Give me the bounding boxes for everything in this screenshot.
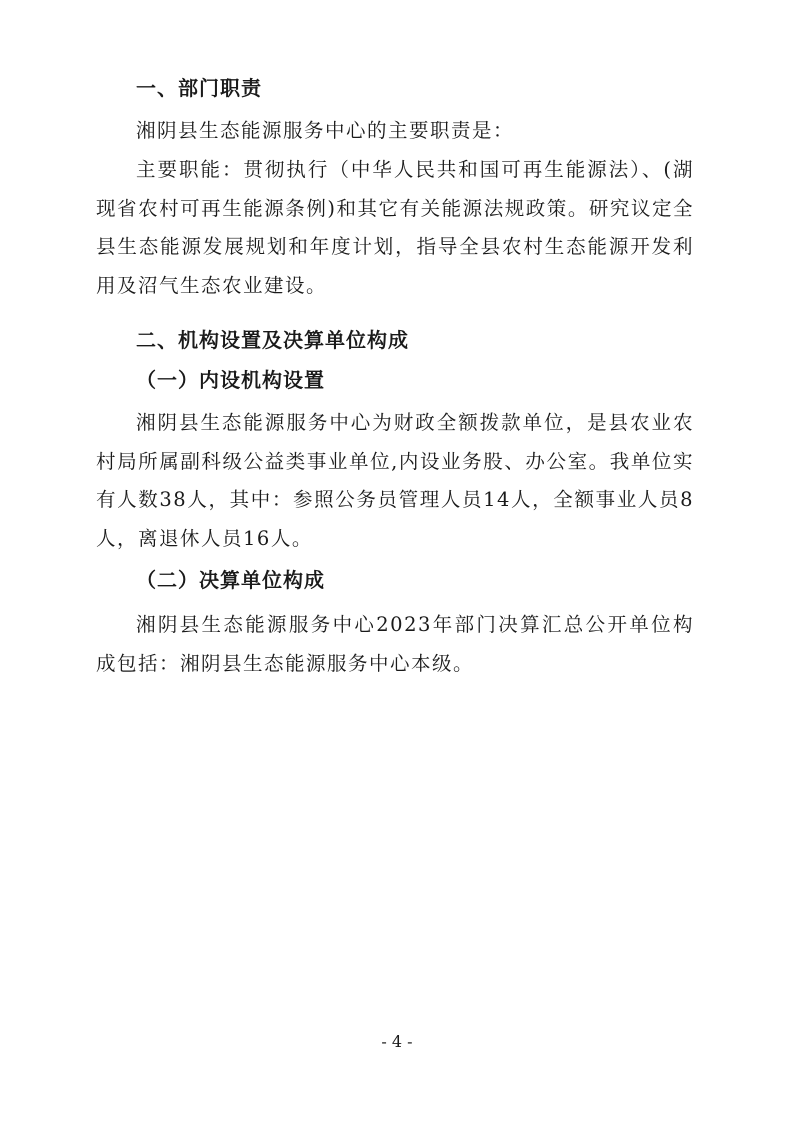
- section-2-2-heading: （二）决算单位构成: [136, 568, 325, 592]
- section-2-heading: 二、机构设置及决算单位构成: [136, 328, 409, 352]
- section-1-duties: 主要职能：贯彻执行（中华人民共和国可再生能源法）、(湖现省农村可再生能源条例)和其它有关能源法规政策。研究议定全县生态能源发展规划和年度计划，指导全县农村生态能源开发利用及沼气生态农业建设。: [96, 158, 694, 297]
- section-1-intro: 湘阴县生态能源服务中心的主要职责是：: [136, 119, 515, 142]
- page-number: - 4 -: [381, 1032, 413, 1051]
- section-2-1-heading: （一）内设机构设置: [136, 368, 325, 392]
- section-2-2-text: 湘阴县生态能源服务中心2023年部门决算汇总公开单位构成包括：湘阴县生态能源服务中心本级。: [96, 613, 694, 675]
- section-1-heading: 一、部门职责: [136, 76, 262, 100]
- section-2-1-text: 湘阴县生态能源服务中心为财政全额拨款单位，是县农业农村局所属副科级公益类事业单位,内设业务股、办公室。我单位实有人数38人，其中：参照公务员管理人员14人，全额事业人员8人，离退休人员16人。: [96, 411, 694, 550]
